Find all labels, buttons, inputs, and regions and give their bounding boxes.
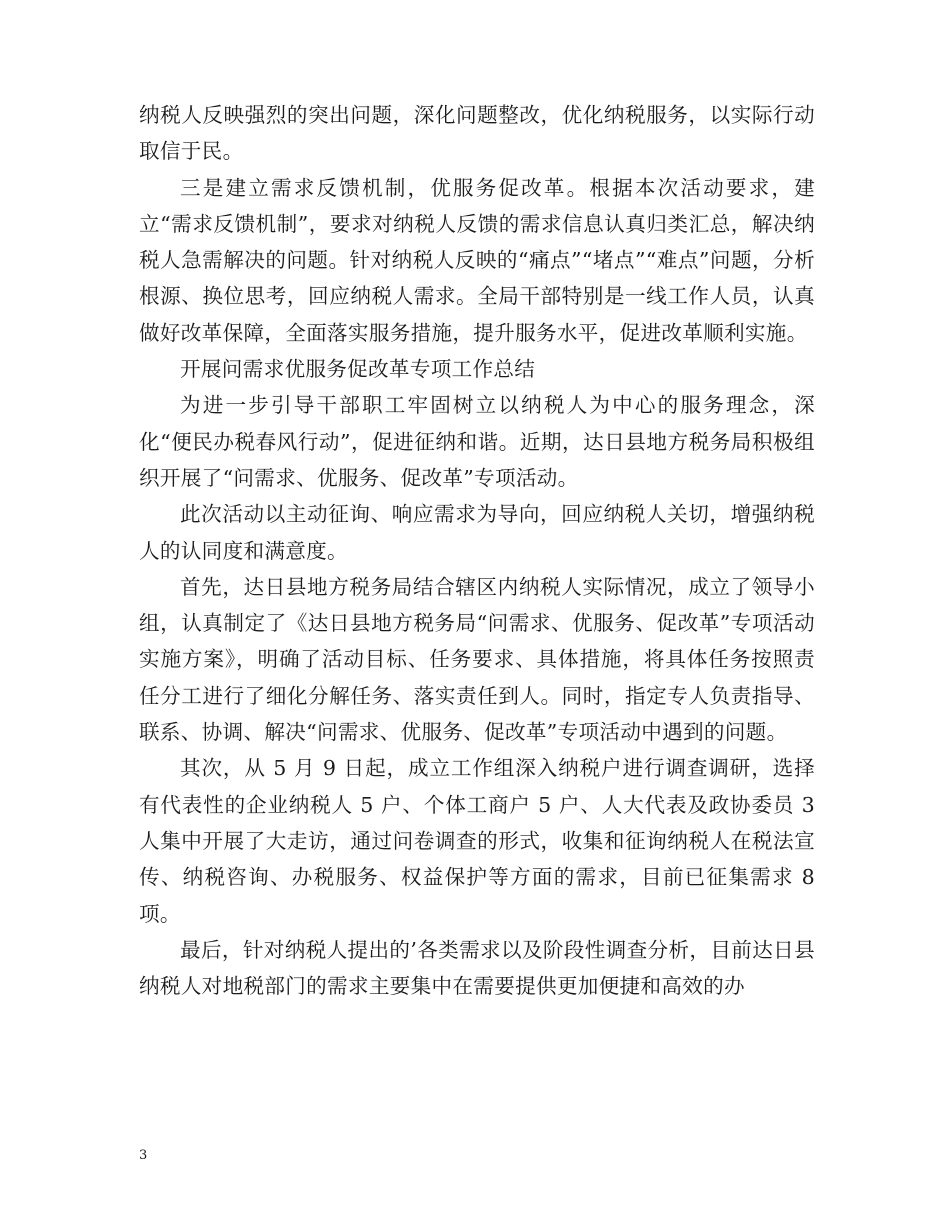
- paragraph-4: 为进一步引导干部职工牢固树立以纳税人为中心的服务理念，深化“便民办税春风行动”，促进征纳和谐。近期，达日县地方税务局积极组织开展了“问需求、优服务、促改革”专项活动。: [139, 393, 815, 490]
- paragraph-2: 三是建立需求反馈机制，优服务促改革。根据本次活动要求，建立“需求反馈机制”，要求对纳税人反馈的需求信息认真归类汇总，解决纳税人急需解决的问题。针对纳税人反映的“痛点”“堵点”“难点”问题，分析根源、换位思考，回应纳税人需求。全局干部特别是一线工作人员，认真做好改革保障，全面落实服务措施，提升服务水平，促进改革顺利实施。: [139, 175, 815, 345]
- paragraph-1: 纳税人反映强烈的突出问题，深化问题整改，优化纳税服务，以实际行动取信于民。: [139, 103, 815, 164]
- document-body: [139, 97, 815, 1004]
- page-number: 3: [139, 1148, 148, 1163]
- section-title: 开展问需求优服务促改革专项工作总结: [180, 357, 536, 382]
- paragraph-6: 首先，达日县地方税务局结合辖区内纳税人实际情况，成立了领导小组，认真制定了《达日县地方税务局“问需求、优服务、促改革”专项活动实施方案》，明确了活动目标、任务要求、具体措施，将具体任务按照责任分工进行了细化分解任务、落实责任到人。同时，指定专人负责指导、联系、协调、解决“问需求、优服务、促改革”专项活动中遇到的问题。: [139, 574, 815, 745]
- paragraph-5: 此次活动以主动征询、响应需求为导向，回应纳税人关切，增强纳税人的认同度和满意度。: [139, 502, 815, 563]
- paragraph-7: 其次，从 5 月 9 日起，成立工作组深入纳税户进行调查调研，选择有代表性的企业纳税人 5 户、个体工商户 5 户、人大代表及政协委员 3 人集中开展了大走访，通过问卷调查的形式，收集和征询纳税人在税法宣传、纳税咨询、办税服务、权益保护等方面的需求，目前已征集需求 8 项。: [139, 756, 815, 926]
- paragraph-8: 最后，针对纳税人提出的’各类需求以及阶段性调查分析，目前达日县纳税人对地税部门的需求主要集中在需要提供更加便捷和高效的办: [139, 937, 815, 999]
